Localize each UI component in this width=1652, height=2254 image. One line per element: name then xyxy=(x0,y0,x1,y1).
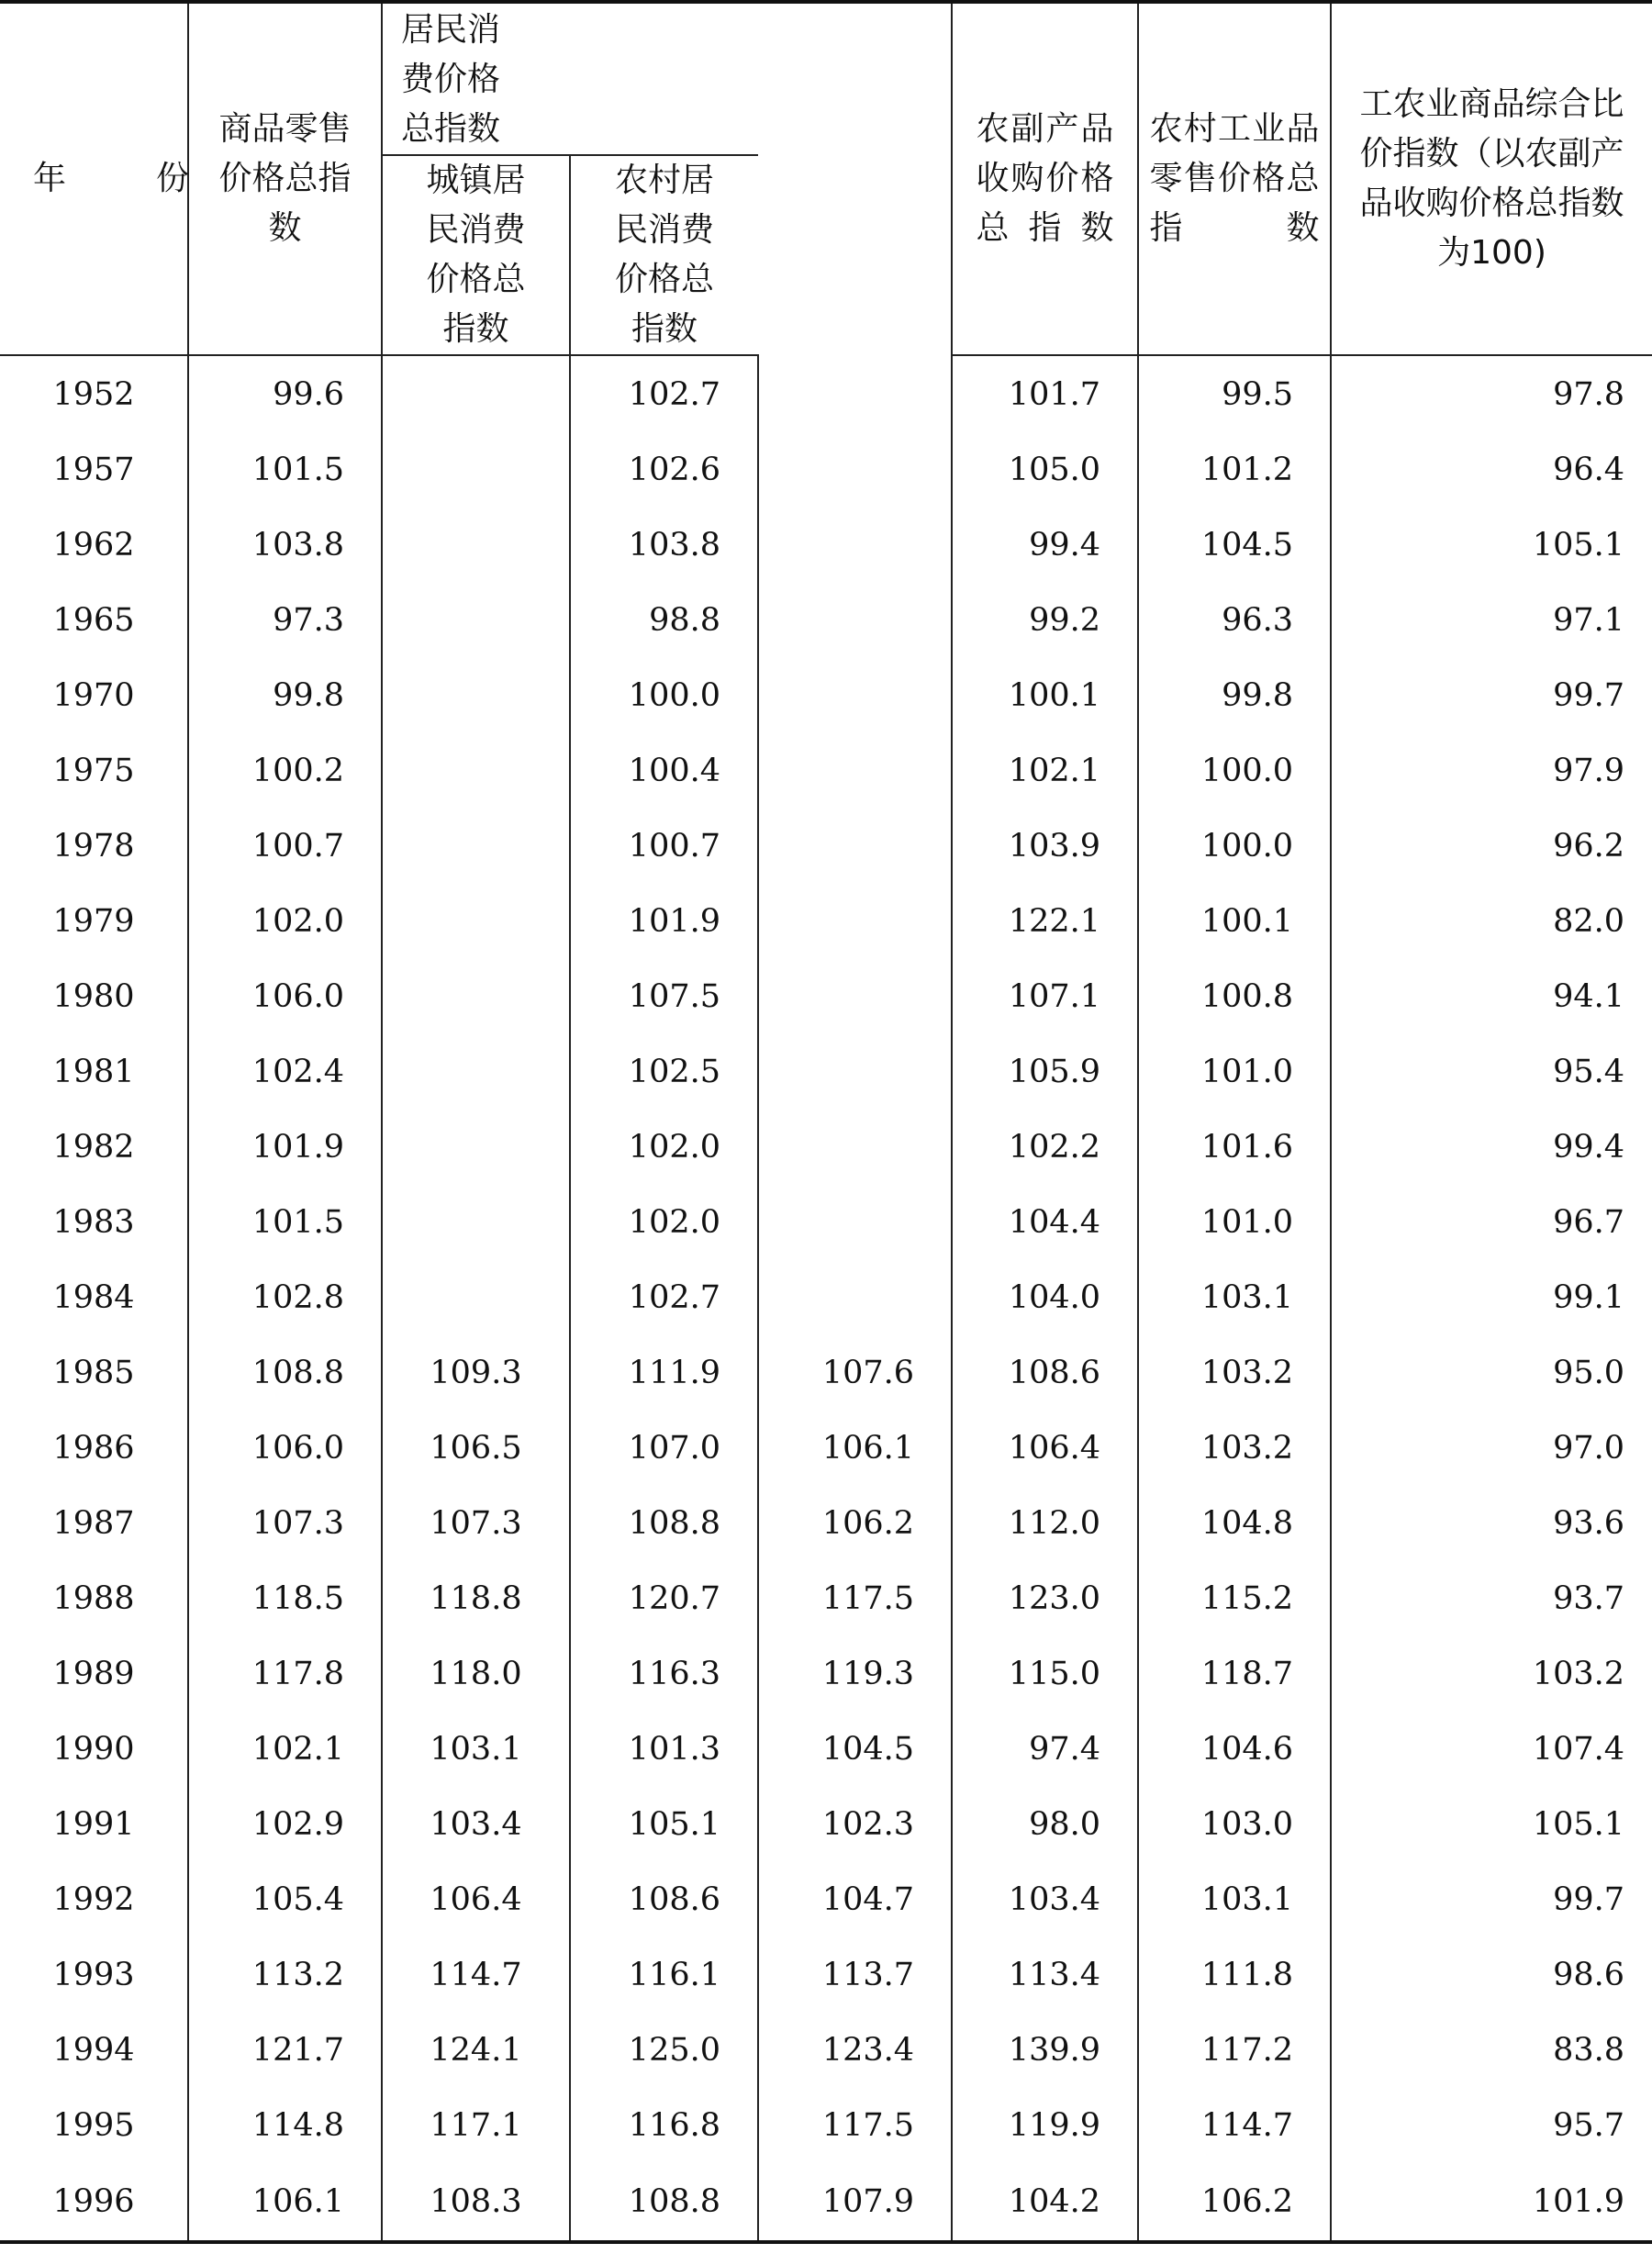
cell-consumer-price-index xyxy=(382,809,570,884)
cell-consumer-price-index xyxy=(382,733,570,809)
cell-retail-price-index: 99.6 xyxy=(188,355,382,432)
cell-comparative-price-index: 82.0 xyxy=(1331,884,1652,959)
cell-retail-price-index: 101.5 xyxy=(188,1185,382,1260)
cell-rural-industrial-retail-index: 99.8 xyxy=(1138,658,1331,733)
cell-consumer-price-index xyxy=(382,1110,570,1185)
cell-year: 1970 xyxy=(52,676,135,714)
cell-urban-consumer-price-index: 108.8 xyxy=(570,2163,758,2242)
cell-retail-price-index: 114.8 xyxy=(188,2088,382,2163)
cell-farm-purchase-price-index: 123.0 xyxy=(952,1561,1138,1636)
cell-urban-consumer-price-index: 107.5 xyxy=(570,959,758,1034)
col-header-year: 年 份 xyxy=(0,2,188,355)
cell-rural-consumer-price-index: 107.9 xyxy=(758,2163,952,2242)
cell-urban-consumer-price-index: 111.9 xyxy=(570,1335,758,1411)
cell-rural-consumer-price-index xyxy=(758,508,952,583)
cell-urban-consumer-price-index: 108.8 xyxy=(570,1486,758,1561)
cell-year: 1957 xyxy=(52,452,135,489)
cell-rural-consumer-price-index xyxy=(758,733,952,809)
table-row xyxy=(0,1787,1652,1862)
cell-rural-consumer-price-index: 119.3 xyxy=(758,1636,952,1712)
cell-year: 1988 xyxy=(52,1579,135,1617)
cell-year: 1978 xyxy=(52,827,135,865)
cell-consumer-price-index: 106.4 xyxy=(382,1862,570,1937)
table-row xyxy=(0,508,1652,583)
cell-rural-industrial-retail-index: 96.3 xyxy=(1138,583,1331,658)
cell-rural-industrial-retail-index: 103.0 xyxy=(1138,1787,1331,1862)
table-row xyxy=(0,959,1652,1034)
cell-consumer-price-index xyxy=(382,884,570,959)
cell-year: 1983 xyxy=(52,1203,135,1241)
cell-retail-price-index: 121.7 xyxy=(188,2013,382,2088)
cell-consumer-price-index xyxy=(382,1034,570,1110)
cell-farm-purchase-price-index: 105.0 xyxy=(952,432,1138,508)
cell-rural-industrial-retail-index: 101.6 xyxy=(1138,1110,1331,1185)
table-row xyxy=(0,884,1652,959)
table-row xyxy=(0,1110,1652,1185)
cell-farm-purchase-price-index: 97.4 xyxy=(952,1712,1138,1787)
cell-year: 1975 xyxy=(52,752,135,789)
cell-year: 1965 xyxy=(52,601,135,639)
cell-year: 1982 xyxy=(52,1128,135,1166)
table-row xyxy=(0,658,1652,733)
table-row xyxy=(0,2088,1652,2163)
cell-year: 1994 xyxy=(52,2031,135,2069)
cell-comparative-price-index: 95.4 xyxy=(1331,1034,1652,1110)
cell-rural-industrial-retail-index: 111.8 xyxy=(1138,1937,1331,2013)
cell-retail-price-index: 106.0 xyxy=(188,959,382,1034)
col-header-rural-industrial-retail-index: 农村工业品零售价格总指数 xyxy=(1138,2,1331,355)
table-row xyxy=(0,1260,1652,1335)
cell-retail-price-index: 106.1 xyxy=(188,2163,382,2242)
cell-year: 1991 xyxy=(52,1805,135,1843)
cell-consumer-price-index: 124.1 xyxy=(382,2013,570,2088)
cell-urban-consumer-price-index: 100.7 xyxy=(570,809,758,884)
cell-retail-price-index: 103.8 xyxy=(188,508,382,583)
cell-farm-purchase-price-index: 139.9 xyxy=(952,2013,1138,2088)
cell-farm-purchase-price-index: 102.1 xyxy=(952,733,1138,809)
cell-rural-consumer-price-index: 106.2 xyxy=(758,1486,952,1561)
cell-farm-purchase-price-index: 106.4 xyxy=(952,1411,1138,1486)
cell-comparative-price-index: 97.9 xyxy=(1331,733,1652,809)
cell-retail-price-index: 101.9 xyxy=(188,1110,382,1185)
cell-rural-industrial-retail-index: 101.0 xyxy=(1138,1185,1331,1260)
cell-year: 1986 xyxy=(52,1429,135,1467)
cell-comparative-price-index: 97.0 xyxy=(1331,1411,1652,1486)
cell-comparative-price-index: 96.4 xyxy=(1331,432,1652,508)
cell-urban-consumer-price-index: 102.0 xyxy=(570,1185,758,1260)
cell-retail-price-index: 100.7 xyxy=(188,809,382,884)
cell-comparative-price-index: 107.4 xyxy=(1331,1712,1652,1787)
cell-retail-price-index: 99.8 xyxy=(188,658,382,733)
cell-year: 1952 xyxy=(52,375,135,413)
cell-urban-consumer-price-index: 116.3 xyxy=(570,1636,758,1712)
cell-retail-price-index: 102.8 xyxy=(188,1260,382,1335)
cell-consumer-price-index: 118.0 xyxy=(382,1636,570,1712)
cell-farm-purchase-price-index: 104.4 xyxy=(952,1185,1138,1260)
cell-farm-purchase-price-index: 107.1 xyxy=(952,959,1138,1034)
cell-urban-consumer-price-index: 107.0 xyxy=(570,1411,758,1486)
cell-year: 1979 xyxy=(52,902,135,940)
cell-rural-consumer-price-index: 117.5 xyxy=(758,1561,952,1636)
cell-rural-consumer-price-index xyxy=(758,658,952,733)
cell-rural-consumer-price-index xyxy=(758,355,952,432)
cell-rural-industrial-retail-index: 117.2 xyxy=(1138,2013,1331,2088)
cell-consumer-price-index xyxy=(382,1185,570,1260)
col-header-retail-price-index: 商品零售价格总指数 xyxy=(188,2,382,355)
table-row xyxy=(0,2163,1652,2242)
cell-year: 1980 xyxy=(52,977,135,1015)
cell-consumer-price-index: 117.1 xyxy=(382,2088,570,2163)
cell-farm-purchase-price-index: 115.0 xyxy=(952,1636,1138,1712)
table-row xyxy=(0,1411,1652,1486)
cell-comparative-price-index: 105.1 xyxy=(1331,1787,1652,1862)
cell-rural-consumer-price-index: 102.3 xyxy=(758,1787,952,1862)
col-header-urban-consumer-price-index: 城镇居民消费价格总指数 xyxy=(382,155,570,355)
cell-rural-industrial-retail-index: 104.5 xyxy=(1138,508,1331,583)
cell-rural-industrial-retail-index: 103.1 xyxy=(1138,1862,1331,1937)
cell-rural-industrial-retail-index: 99.5 xyxy=(1138,355,1331,432)
cell-farm-purchase-price-index: 100.1 xyxy=(952,658,1138,733)
cell-rural-consumer-price-index: 107.6 xyxy=(758,1335,952,1411)
table-row xyxy=(0,1636,1652,1712)
cell-farm-purchase-price-index: 119.9 xyxy=(952,2088,1138,2163)
cell-retail-price-index: 102.1 xyxy=(188,1712,382,1787)
cell-comparative-price-index: 96.7 xyxy=(1331,1185,1652,1260)
cell-retail-price-index: 102.0 xyxy=(188,884,382,959)
cell-farm-purchase-price-index: 113.4 xyxy=(952,1937,1138,2013)
cell-year: 1992 xyxy=(52,1880,135,1918)
cell-rural-consumer-price-index xyxy=(758,1260,952,1335)
cell-consumer-price-index xyxy=(382,355,570,432)
cell-retail-price-index: 105.4 xyxy=(188,1862,382,1937)
cell-comparative-price-index: 93.6 xyxy=(1331,1486,1652,1561)
col-header-farm-purchase-price-index: 农副产品收购价格总指数 xyxy=(952,2,1138,355)
cell-rural-consumer-price-index: 104.7 xyxy=(758,1862,952,1937)
cell-consumer-price-index xyxy=(382,1260,570,1335)
cell-rural-consumer-price-index: 104.5 xyxy=(758,1712,952,1787)
cell-urban-consumer-price-index: 102.7 xyxy=(570,1260,758,1335)
cell-year: 1981 xyxy=(52,1053,135,1090)
cell-year: 1989 xyxy=(52,1655,135,1692)
cell-retail-price-index: 117.8 xyxy=(188,1636,382,1712)
cell-rural-consumer-price-index xyxy=(758,432,952,508)
cell-urban-consumer-price-index: 103.8 xyxy=(570,508,758,583)
cell-urban-consumer-price-index: 102.5 xyxy=(570,1034,758,1110)
cell-rural-industrial-retail-index: 101.2 xyxy=(1138,432,1331,508)
cell-comparative-price-index: 99.7 xyxy=(1331,658,1652,733)
cell-consumer-price-index: 106.5 xyxy=(382,1411,570,1486)
cell-farm-purchase-price-index: 122.1 xyxy=(952,884,1138,959)
cell-farm-purchase-price-index: 108.6 xyxy=(952,1335,1138,1411)
cell-rural-consumer-price-index xyxy=(758,1034,952,1110)
cell-rural-consumer-price-index: 123.4 xyxy=(758,2013,952,2088)
cell-comparative-price-index: 98.6 xyxy=(1331,1937,1652,2013)
table-row xyxy=(0,1335,1652,1411)
cell-comparative-price-index: 95.7 xyxy=(1331,2088,1652,2163)
cell-consumer-price-index: 103.1 xyxy=(382,1712,570,1787)
table-row xyxy=(0,809,1652,884)
cell-consumer-price-index xyxy=(382,658,570,733)
cell-urban-consumer-price-index: 100.4 xyxy=(570,733,758,809)
cell-consumer-price-index xyxy=(382,508,570,583)
cell-farm-purchase-price-index: 99.4 xyxy=(952,508,1138,583)
cell-farm-purchase-price-index: 103.9 xyxy=(952,809,1138,884)
cell-retail-price-index: 101.5 xyxy=(188,432,382,508)
cell-rural-industrial-retail-index: 103.2 xyxy=(1138,1335,1331,1411)
cell-year: 1962 xyxy=(52,527,135,564)
cell-retail-price-index: 102.9 xyxy=(188,1787,382,1862)
cell-consumer-price-index xyxy=(382,959,570,1034)
cell-rural-consumer-price-index xyxy=(758,1110,952,1185)
cell-rural-consumer-price-index xyxy=(758,809,952,884)
cell-farm-purchase-price-index: 99.2 xyxy=(952,583,1138,658)
cell-urban-consumer-price-index: 116.8 xyxy=(570,2088,758,2163)
cell-comparative-price-index: 101.9 xyxy=(1331,2163,1652,2242)
cell-rural-industrial-retail-index: 100.1 xyxy=(1138,884,1331,959)
cell-year: 1990 xyxy=(52,1730,135,1768)
cell-consumer-price-index xyxy=(382,432,570,508)
cell-comparative-price-index: 99.1 xyxy=(1331,1260,1652,1335)
cell-farm-purchase-price-index: 104.2 xyxy=(952,2163,1138,2242)
table-row xyxy=(0,432,1652,508)
cell-comparative-price-index: 97.8 xyxy=(1331,355,1652,432)
cell-consumer-price-index xyxy=(382,583,570,658)
cell-rural-consumer-price-index xyxy=(758,583,952,658)
cell-year: 1985 xyxy=(52,1354,135,1391)
cell-urban-consumer-price-index: 101.3 xyxy=(570,1712,758,1787)
cell-urban-consumer-price-index: 108.6 xyxy=(570,1862,758,1937)
cell-retail-price-index: 106.0 xyxy=(188,1411,382,1486)
cell-urban-consumer-price-index: 102.6 xyxy=(570,432,758,508)
cell-comparative-price-index: 94.1 xyxy=(1331,959,1652,1034)
table-row xyxy=(0,1486,1652,1561)
cell-consumer-price-index: 108.3 xyxy=(382,2163,570,2242)
cell-comparative-price-index: 93.7 xyxy=(1331,1561,1652,1636)
cell-comparative-price-index: 99.4 xyxy=(1331,1110,1652,1185)
cell-farm-purchase-price-index: 104.0 xyxy=(952,1260,1138,1335)
cell-urban-consumer-price-index: 98.8 xyxy=(570,583,758,658)
cell-urban-consumer-price-index: 116.1 xyxy=(570,1937,758,2013)
table-row xyxy=(0,583,1652,658)
cell-retail-price-index: 113.2 xyxy=(188,1937,382,2013)
cell-comparative-price-index: 96.2 xyxy=(1331,809,1652,884)
cell-comparative-price-index: 97.1 xyxy=(1331,583,1652,658)
table-row xyxy=(0,2013,1652,2088)
cell-consumer-price-index: 114.7 xyxy=(382,1937,570,2013)
cell-urban-consumer-price-index: 105.1 xyxy=(570,1787,758,1862)
cell-comparative-price-index: 99.7 xyxy=(1331,1862,1652,1937)
cell-retail-price-index: 107.3 xyxy=(188,1486,382,1561)
cell-year: 1984 xyxy=(52,1278,135,1316)
cell-rural-industrial-retail-index: 104.8 xyxy=(1138,1486,1331,1561)
table-row xyxy=(0,1561,1652,1636)
cell-rural-industrial-retail-index: 103.1 xyxy=(1138,1260,1331,1335)
cell-farm-purchase-price-index: 112.0 xyxy=(952,1486,1138,1561)
cell-retail-price-index: 108.8 xyxy=(188,1335,382,1411)
table-row xyxy=(0,1862,1652,1937)
cell-comparative-price-index: 83.8 xyxy=(1331,2013,1652,2088)
cell-urban-consumer-price-index: 102.0 xyxy=(570,1110,758,1185)
cell-consumer-price-index: 118.8 xyxy=(382,1561,570,1636)
cell-rural-industrial-retail-index: 100.0 xyxy=(1138,809,1331,884)
table-row xyxy=(0,1712,1652,1787)
table-row xyxy=(0,355,1652,432)
cell-comparative-price-index: 105.1 xyxy=(1331,508,1652,583)
cell-retail-price-index: 118.5 xyxy=(188,1561,382,1636)
cell-farm-purchase-price-index: 102.2 xyxy=(952,1110,1138,1185)
cell-farm-purchase-price-index: 98.0 xyxy=(952,1787,1138,1862)
cell-year: 1993 xyxy=(52,1956,135,1993)
table-row xyxy=(0,1034,1652,1110)
cell-rural-industrial-retail-index: 100.8 xyxy=(1138,959,1331,1034)
cell-urban-consumer-price-index: 100.0 xyxy=(570,658,758,733)
cell-rural-consumer-price-index xyxy=(758,1185,952,1260)
cell-consumer-price-index: 107.3 xyxy=(382,1486,570,1561)
cell-rural-industrial-retail-index: 104.6 xyxy=(1138,1712,1331,1787)
cell-retail-price-index: 102.4 xyxy=(188,1034,382,1110)
table-row xyxy=(0,733,1652,809)
cell-rural-consumer-price-index xyxy=(758,884,952,959)
col-header-comparative-price-index: 工农业商品综合比价指数（以农副产品收购价格总指数为100) xyxy=(1331,2,1652,355)
col-header-consumer-price-index: 居民消费价格总指数 xyxy=(382,2,952,155)
cell-urban-consumer-price-index: 120.7 xyxy=(570,1561,758,1636)
cell-consumer-price-index: 109.3 xyxy=(382,1335,570,1411)
cell-rural-industrial-retail-index: 115.2 xyxy=(1138,1561,1331,1636)
cell-year: 1987 xyxy=(52,1504,135,1542)
cell-rural-industrial-retail-index: 118.7 xyxy=(1138,1636,1331,1712)
cell-urban-consumer-price-index: 101.9 xyxy=(570,884,758,959)
table-row xyxy=(0,1185,1652,1260)
cell-rural-industrial-retail-index: 103.2 xyxy=(1138,1411,1331,1486)
cell-farm-purchase-price-index: 103.4 xyxy=(952,1862,1138,1937)
cell-rural-consumer-price-index: 117.5 xyxy=(758,2088,952,2163)
cell-rural-consumer-price-index: 106.1 xyxy=(758,1411,952,1486)
cell-urban-consumer-price-index: 102.7 xyxy=(570,355,758,432)
table-row xyxy=(0,1937,1652,2013)
cell-rural-industrial-retail-index: 100.0 xyxy=(1138,733,1331,809)
cell-comparative-price-index: 95.0 xyxy=(1331,1335,1652,1411)
cell-rural-industrial-retail-index: 101.0 xyxy=(1138,1034,1331,1110)
cell-urban-consumer-price-index: 125.0 xyxy=(570,2013,758,2088)
cell-year: 1996 xyxy=(0,2163,188,2242)
cell-farm-purchase-price-index: 105.9 xyxy=(952,1034,1138,1110)
cell-farm-purchase-price-index: 101.7 xyxy=(952,355,1138,432)
col-header-rural-consumer-price-index: 农村居民消费价格总指数 xyxy=(570,155,758,355)
cell-rural-industrial-retail-index: 114.7 xyxy=(1138,2088,1331,2163)
cell-rural-consumer-price-index xyxy=(758,959,952,1034)
cell-rural-industrial-retail-index: 106.2 xyxy=(1138,2163,1331,2242)
cell-comparative-price-index: 103.2 xyxy=(1331,1636,1652,1712)
cell-retail-price-index: 97.3 xyxy=(188,583,382,658)
cell-retail-price-index: 100.2 xyxy=(188,733,382,809)
cell-consumer-price-index: 103.4 xyxy=(382,1787,570,1862)
cell-rural-consumer-price-index: 113.7 xyxy=(758,1937,952,2013)
cell-year: 1995 xyxy=(52,2106,135,2144)
